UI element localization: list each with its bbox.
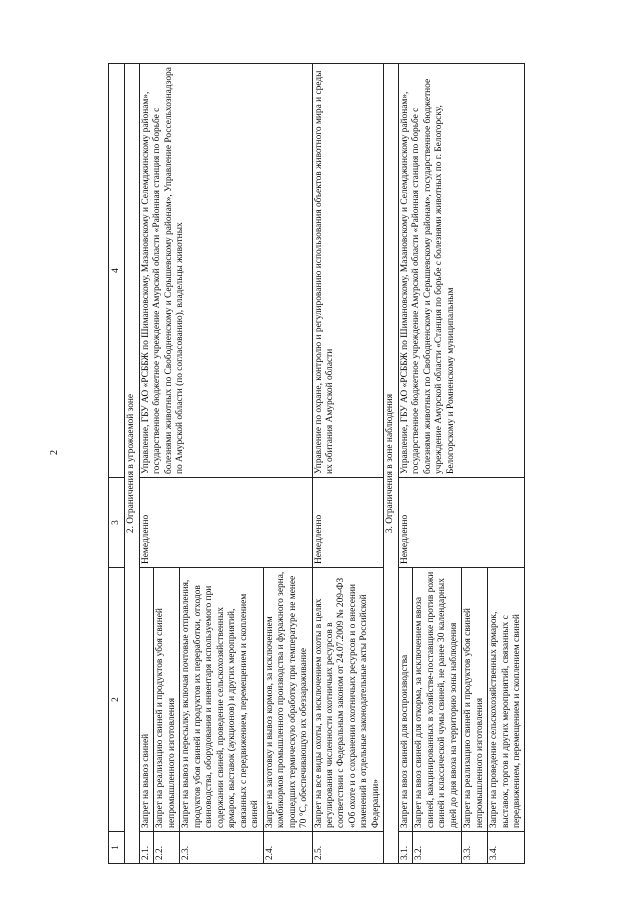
header-col-1: 1 — [109, 832, 125, 864]
restriction-text: Запрет на реализацию свиней и продуктов убоя свиней непромышленного изготовления — [154, 568, 180, 832]
table-row — [398, 64, 412, 864]
row-number: 2.4. — [263, 832, 312, 864]
responsible-cell: Управление, ГБУ АО «РСББЖ по Шимановскому, Мазановскому и Селемджинскому районам», государственное бюджетное учреждение Амурской области «Районная станция по борьбе с болезнями животных по Свободненскому и Серышевскому районам», Управление Россельхознадзора по Амурской области (по согласованию), владельцы животных — [139, 64, 312, 478]
row-number: 2.1. — [139, 832, 153, 864]
responsible-cell: Управление, ГБУ АО «РСББЖ по Шимановскому, Мазановскому и Селемджинскому районам», государственное бюджетное учреждение Амурской области «Районная станция по борьбе с болезнями животных по Свободненскому и Серышевскому районам», государственное бюджетное учреждение Амурской области «Станция по борьбе с болезнями животных по г. Белогорску, Белогорскому и Ромненскому муниципальным — [398, 64, 525, 478]
restriction-text: Запрет на проведение сельскохозяйственных ярмарок, выставок, торгов и других мероприятий, связанных с передвижением, перемещением и скоплением свиней — [488, 568, 525, 832]
table-header-row — [109, 64, 125, 864]
restriction-text: Запрет на вывоз свиней — [139, 568, 153, 832]
header-col-2: 2 — [109, 568, 125, 832]
restrictions-table — [108, 63, 525, 864]
row-number: 3.2. — [413, 832, 462, 864]
table-row — [139, 64, 153, 864]
section-title: 3. Ограничения в зоне наблюдения — [384, 64, 398, 864]
row-number: 2.5. — [312, 832, 384, 864]
term-cell: Немедленно — [139, 478, 312, 568]
restriction-text: Запрет на заготовку и вывоз кормов, за исключением комбикормов промышленного производства и фуражного зерна, прошедших термическую обработку при температуре не менее 70 °С, обеспечивающую их обеззараживание — [263, 568, 312, 832]
restriction-text: Запрет на ввоз свиней для откорма, за исключением ввоза свиней, вакцинированных в хозяйстве-поставщике против рожи свиней и классической чумы свиней, не ранее 30 календарных дней до дня ввоза на территорию зоны наблюдения — [413, 568, 462, 832]
header-col-3: 3 — [109, 478, 125, 568]
section-title: 2. Ограничения в угрожаемой зоне — [125, 64, 139, 864]
section-row — [125, 64, 139, 864]
row-number: 2.2. — [154, 832, 180, 864]
term-cell: Немедленно — [312, 478, 384, 568]
restriction-text: Запрет на реализацию свиней и продуктов убоя свиней непромышленного изготовления — [462, 568, 488, 832]
restriction-text: Запрет на все виды охоты, за исключением охоты в целях регулирования численности охотничьих ресурсов в соответствии с Федеральным законом от 24.07.2009 № 209-ФЗ «Об охоте и о сохранении охотничьих ресурсов и о внесении изменений в отдельные законодательные акты Российской Федерации» — [312, 568, 384, 832]
section-row — [384, 64, 398, 864]
restriction-text: Запрет на ввоз свиней для воспроизводства — [398, 568, 412, 832]
row-number: 3.1. — [398, 832, 412, 864]
header-col-4: 4 — [109, 64, 125, 478]
table-row — [312, 64, 384, 864]
page-number: 2 — [49, 450, 60, 455]
restriction-text: Запрет на вывоз и пересылку, включая почтовые отправления, продуктов убоя свиней и продуктов их переработки, отходов свиноводства, оборудования и инвентаря используемого при содержании свиней, проведение сельскохозяйственных ярмарок, выставок (аукционов) и других мероприятий, связанных с передвижением, перемещением и скоплением свиней — [180, 568, 263, 832]
responsible-cell: Управление по охране, контролю и регулированию использования объектов животного мира и среды их обитания Амурской области — [312, 64, 384, 478]
row-number: 2.3. — [180, 832, 263, 864]
row-number: 3.4. — [488, 832, 525, 864]
term-cell: Немедленно — [398, 478, 525, 568]
restrictions-table-sheet — [108, 64, 570, 864]
row-number: 3.3. — [462, 832, 488, 864]
